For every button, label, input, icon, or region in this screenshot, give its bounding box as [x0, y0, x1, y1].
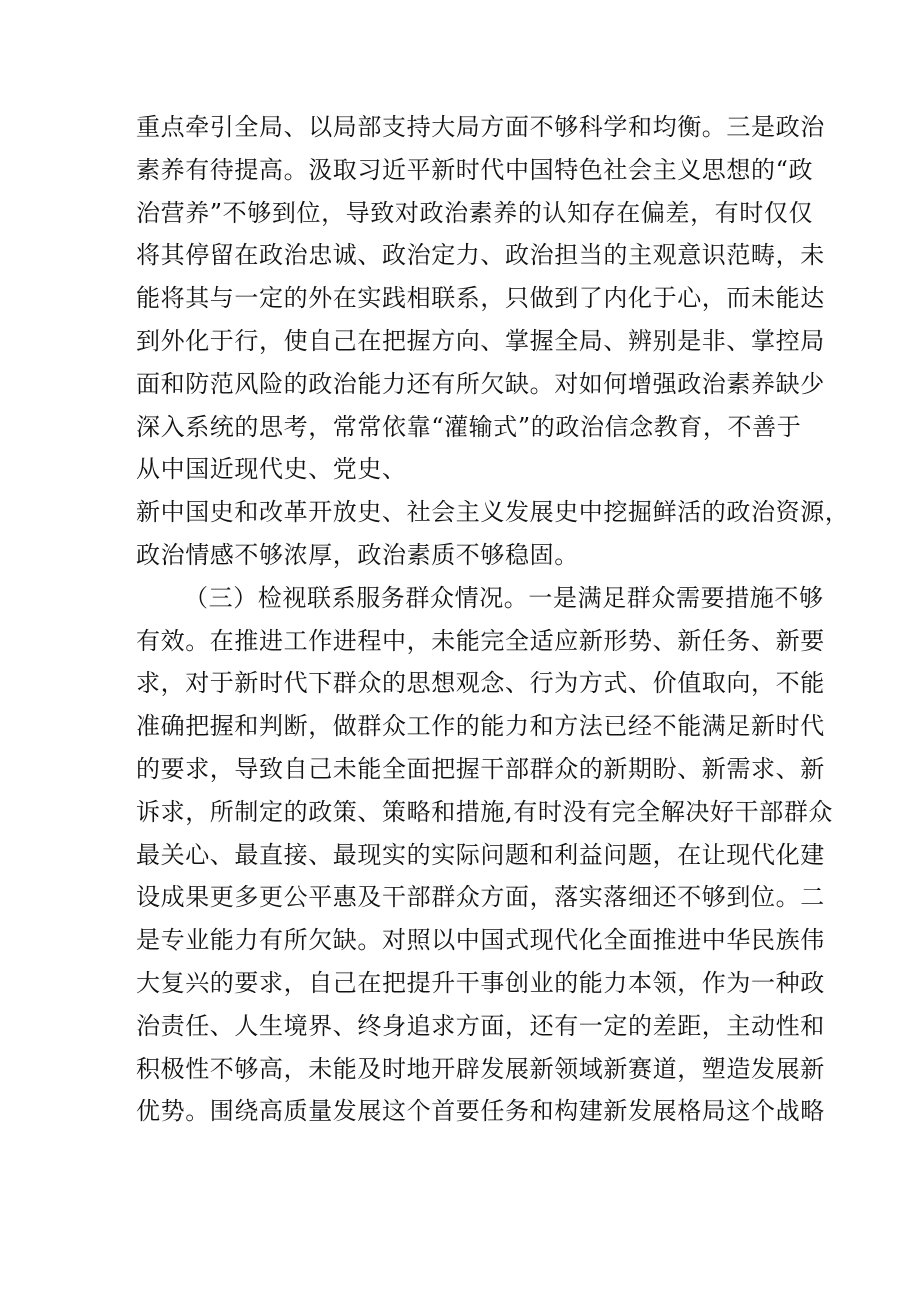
- text-line-3: 治营养”不够到位，导致对政治素养的认知存在偏差，有时仅仅: [136, 198, 814, 227]
- section-heading-line: （三）检视联系服务群众情况。一是满足群众需要措施不够: [184, 583, 824, 612]
- text-line-4: 将其停留在政治忠诚、政治定力、政治担当的主观意识范畴，未: [136, 241, 825, 270]
- text-line-15: 准确把握和判断，做群众工作的能力和方法已经不能满足新时代: [136, 712, 825, 741]
- text-line-19: 设成果更多更公平惠及干部群众方面，落实落细还不够到位。二: [136, 883, 825, 912]
- text-line-23: 积极性不够高，未能及时地开辟发展新领域新赛道，塑造发展新: [136, 1054, 825, 1083]
- text-line-22: 治责任、人生境界、终身追求方面，还有一定的差距，主动性和: [136, 1011, 825, 1040]
- text-line-10: 新中国史和改革开放史、社会主义发展史中挖掘鲜活的政治资源，: [136, 498, 850, 527]
- text-line-20: 是专业能力有所欠缺。对照以中国式现代化全面推进中华民族伟: [136, 926, 825, 955]
- text-line-8: 深入系统的思考，常常依靠“灌输式”的政治信念教育，不善于: [136, 412, 802, 441]
- text-line-6: 到外化于行，使自己在把握方向、掌握全局、辨别是非、掌控局: [136, 326, 825, 355]
- text-line-9: 从中国近现代史、党史、: [136, 455, 407, 484]
- text-line-14: 求，对于新时代下群众的思想观念、行为方式、价值取向，不能: [136, 669, 825, 698]
- text-line-7: 面和防范风险的政治能力还有所欠缺。对如何增强政治素养缺少: [136, 369, 825, 398]
- text-line-24: 优势。围绕高质量发展这个首要任务和构建新发展格局这个战略: [136, 1097, 825, 1126]
- text-line-1: 重点牵引全局、以局部支持大局方面不够科学和均衡。三是政治: [136, 113, 825, 141]
- text-line-16: 的要求，导致自己未能全面把握干部群众的新期盼、新需求、新: [136, 754, 825, 783]
- text-line-13: 有效。在推进工作进程中，未能完全适应新形势、新任务、新要: [136, 626, 825, 655]
- text-line-18: 最关心、最直接、最现实的实际问题和利益问题，在让现代化建: [136, 840, 825, 869]
- text-line-5: 能将其与一定的外在实践相联系，只做到了内化于心，而未能达: [136, 284, 825, 313]
- text-line-21: 大复兴的要求，自己在把提升干事创业的能力本领，作为一种政: [136, 968, 825, 997]
- text-line-17: 诉求，所制定的政策、策略和措施,有时没有完全解决好干部群众: [136, 797, 834, 826]
- text-line-11: 政治情感不够浓厚，政治素质不够稳固。: [136, 540, 579, 569]
- document-body: [136, 106, 850, 1133]
- text-line-2: 素养有待提高。汲取习近平新时代中国特色社会主义思想的“政: [136, 155, 814, 184]
